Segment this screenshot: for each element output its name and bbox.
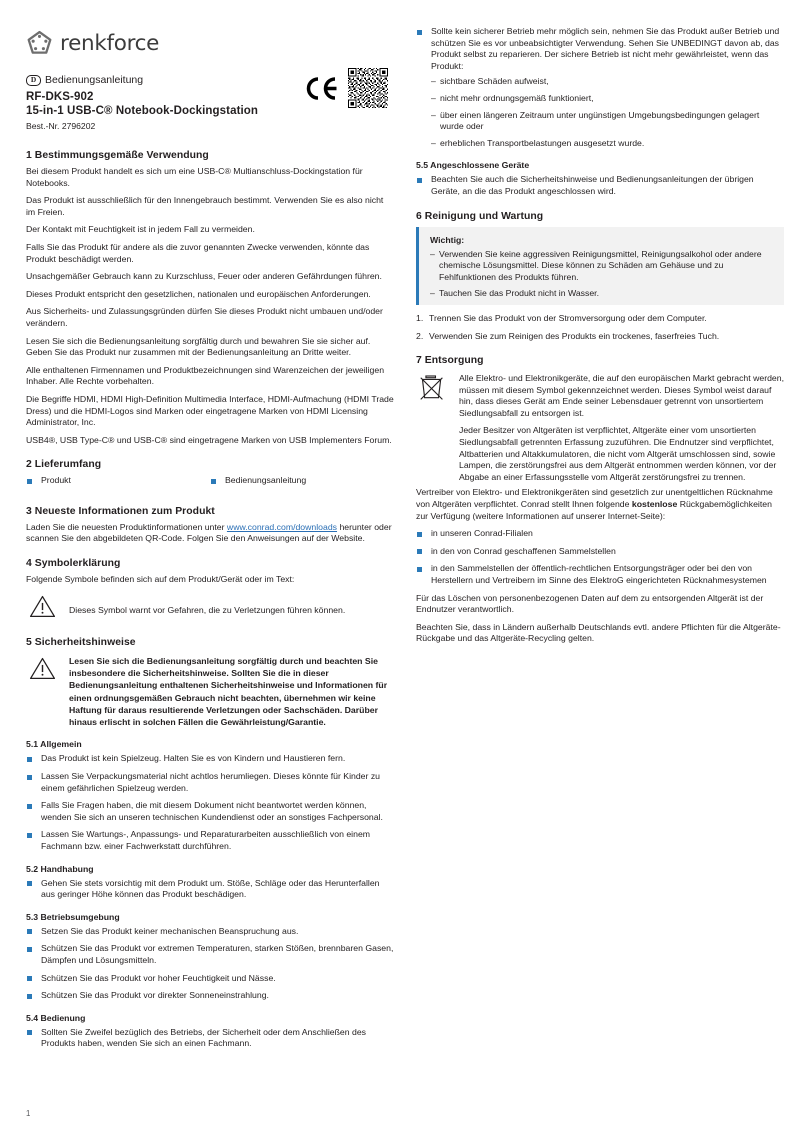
- s54-list: [26, 1027, 394, 1050]
- product-title: 15-in-1 USB-C® Notebook-Dockingstation: [26, 105, 259, 117]
- delivery-items-right: [210, 475, 394, 493]
- brand-logo: [26, 30, 394, 57]
- list-item: Das Produkt ist kein Spielzeug. Halten Sie es von Kindern und Haustieren fern.: [26, 753, 394, 765]
- s51-list: [26, 753, 394, 852]
- list-item: Bedienungsanleitung: [210, 475, 394, 487]
- s54-continued-list: [416, 26, 784, 149]
- list-item: Beachten Sie auch die Sicherheitshinweise und Bedienungsanleitungen der übrigen Geräte, an die das Produkt angeschlossen wird.: [416, 174, 784, 197]
- symbol-explanation-text: [69, 593, 394, 624]
- list-item: in den von Conrad geschaffenen Sammelstellen: [416, 546, 784, 558]
- weee-paragraph: Jeder Besitzer von Altgeräten ist verpflichtet, Altgeräte einer vom unsortierten Siedlungsabfall getrennten Erfassung zuzuführen. Die Endnutzer sind verpflichtet, Altbatterien und Altakkumulatoren, die nicht vom Altgerät umschlossen sind, sowie Lampen, die zerstörungsfrei aus dem Altgerät entnommen werden können, vor der Abgabe an einer Erfassungsstelle vom Altgerät zerstörungsfrei zu trennen.: [459, 425, 777, 482]
- s52-list: [26, 878, 394, 901]
- list-item: Schützen Sie das Produkt vor hoher Feuchtigkeit und Nässe.: [26, 973, 394, 985]
- right-column: [416, 26, 784, 651]
- s53-list: [26, 926, 394, 1002]
- language-badge-de: D: [26, 75, 41, 86]
- renkforce-pentagon-icon: [26, 30, 53, 57]
- vertreiber-bold: kostenlose: [631, 499, 678, 510]
- s1-paragraph: Der Kontakt mit Feuchtigkeit ist in jedem Fall zu vermeiden.: [26, 224, 255, 235]
- s1-paragraph: Alle enthaltenen Firmennamen und Produktbezeichnungen sind Warenzeichen der jeweiligen Inhaber. Alle Rechte vorbehalten.: [26, 364, 385, 387]
- list-item: Setzen Sie das Produkt keiner mechanischen Beanspruchung aus.: [26, 926, 394, 938]
- section-heading-5-5: 5.5 Angeschlossene Geräte: [416, 160, 530, 171]
- downloads-link[interactable]: www.conrad.com/downloads: [226, 521, 338, 532]
- delivery-items-left: [26, 475, 210, 493]
- ce-mark-icon: [304, 76, 338, 106]
- list-item: Falls Sie Fragen haben, die mit diesem Dokument nicht beantwortet werden können, wenden Sie sich an unseren technischen Kundendienst oder an sonstiges Fachpersonal.: [26, 800, 394, 823]
- list-item: Schützen Sie das Produkt vor direkter Sonneneinstrahlung.: [26, 990, 394, 1002]
- list-item: – Verwenden Sie keine aggressiven Reinigungsmittel, Reinigungsalkohol oder andere chemische Lösungsmittel. Diese können zu Schäden am Gehäuse und zu Fehlfunktionen des Produkts führen.: [430, 249, 774, 284]
- section-heading-1: 1 Bestimmungsgemäße Verwendung: [26, 150, 209, 161]
- list-item: Trennen Sie das Produkt von der Stromversorgung oder dem Computer.: [429, 312, 707, 323]
- section-heading-4: 4 Symbolerklärung: [26, 558, 121, 570]
- s1-paragraph: Die Begriffe HDMI, HDMI High-Definition Multimedia Interface, HDMI-Aufmachung (HDMI Trade Dress) und die HDMI-Logos sind Marken oder eingetragene Marken von HDMI Licensing Administrator, Inc.: [26, 393, 394, 428]
- s1-paragraph: Dieses Produkt entspricht den gesetzlichen, nationalen und europäischen Anforderungen.: [26, 288, 371, 299]
- document-type-label: Bedienungsanleitung: [45, 74, 144, 86]
- weee-paragraph: Alle Elektro- und Elektronikgeräte, die auf den europäischen Markt gebracht werden, müssen mit diesem Symbol gekennzeichnet werden. Dieses Symbol weist darauf hin, dass dieses Gerät am Ende seiner Lebensdauer getrennt von unsortiertem Siedlungsabfall zu entsorgen ist.: [459, 373, 785, 418]
- list-item: – über einen längeren Zeitraum unter ungünstigen Umgebungsbedingungen gelagert wurde oder: [431, 110, 784, 133]
- compliance-marks: [304, 68, 388, 113]
- page-number: 1: [26, 1109, 31, 1118]
- safety-notice-block: [26, 655, 394, 729]
- list-item: Lassen Sie Wartungs-, Anpassungs- und Reparaturarbeiten ausschließlich von einem Fachmann bzw. einer Fachwerkstatt durchführen.: [26, 829, 394, 852]
- callout-list: [430, 249, 774, 300]
- brand-name: renkforce: [60, 31, 160, 56]
- symbol-explanation-row: [26, 593, 394, 624]
- s54-cont-lead: Sollte kein sicherer Betrieb mehr möglich sein, nehmen Sie das Produkt außer Betrieb und schützen Sie es vor unbeabsichtigter Verwendung. Sehen Sie UNBEDINGT davon ab, das Produkt selbst zu reparieren. Der sichere Betrieb ist nicht mehr gewährleistet, wenn das Produkt:: [431, 26, 780, 71]
- order-number: Best.-Nr. 2796202: [26, 121, 96, 131]
- list-item: in den Sammelstellen der öffentlich-rechtlichen Entsorgungsträger oder bei den von Herstellern und Vertreibern im Sinne des ElektroG eingerichteten Rücknahmesystemen: [416, 563, 784, 586]
- cleaning-steps: [416, 313, 784, 342]
- s55-list: [416, 174, 784, 197]
- callout-title: Wichtig:: [430, 234, 465, 245]
- list-item: Verwenden Sie zum Reinigen des Produkts ein trockenes, faserfreies Tuch.: [429, 330, 720, 341]
- list-item: in unseren Conrad-Filialen: [416, 528, 784, 540]
- safety-notice-body: [69, 655, 394, 729]
- section-heading-5-3: 5.3 Betriebsumgebung: [26, 911, 120, 922]
- warning-triangle-icon: [26, 655, 59, 729]
- list-item: Gehen Sie stets vorsichtig mit dem Produkt um. Stöße, Schläge oder das Herunterfallen aus geringer Höhe können das Produkt beschädigen.: [26, 878, 394, 901]
- return-options-list: [416, 528, 784, 586]
- masthead: [26, 30, 394, 148]
- crossed-out-wheelie-bin-icon: [416, 373, 449, 483]
- section-heading-5: 5 Sicherheitshinweise: [26, 636, 136, 648]
- section-heading-7: 7 Entsorgung: [416, 355, 484, 367]
- list-item: – Tauchen Sie das Produkt nicht in Wasser.: [430, 288, 774, 300]
- s1-paragraph: Lesen Sie sich die Bedienungsanleitung sorgfältig durch und bewahren Sie sie sicher auf. Geben Sie das Produkt nur zusammen mit der Bedienungsanleitung an Dritte weiter.: [26, 335, 371, 358]
- section-heading-5-4: 5.4 Bedienung: [26, 1012, 86, 1023]
- list-item: [416, 26, 784, 149]
- list-item: – nicht mehr ordnungsgemäß funktioniert,: [431, 93, 784, 105]
- vertreiber-after: Rückgabemöglichkeiten zur Verfügung (weitere Informationen auf unserer Internet-Seite):: [416, 499, 772, 521]
- s54-cont-sublist: [431, 76, 784, 149]
- symbol-text: Dieses Symbol warnt vor Gefahren, die zu Verletzungen führen können.: [69, 604, 346, 615]
- s1-paragraph: Unsachgemäßer Gebrauch kann zu Kurzschluss, Feuer oder anderen Gefährdungen führen.: [26, 271, 382, 282]
- s4-intro: Folgende Symbole befinden sich auf dem Produkt/Gerät oder im Text:: [26, 574, 295, 585]
- section-heading-6: 6 Reinigung und Wartung: [416, 210, 544, 222]
- weee-block: [416, 373, 784, 483]
- section-heading-5-2: 5.2 Handhabung: [26, 863, 94, 874]
- list-item: – erheblichen Transportbelastungen ausgesetzt wurde.: [431, 138, 784, 150]
- s3-text-after: herunter oder scannen Sie den abgebildeten QR-Code. Folgen Sie den Anweisungen auf der Website.: [26, 521, 392, 544]
- s1-paragraph: Aus Sicherheits- und Zulassungsgründen dürfen Sie dieses Produkt nicht umbauen und/oder verändern.: [26, 306, 383, 328]
- list-item: Sollten Sie Zweifel bezüglich des Betriebs, der Sicherheit oder dem Anschließen des Produkts haben, wenden Sie sich an einen Fachmann.: [26, 1027, 394, 1050]
- list-item: – sichtbare Schäden aufweist,: [431, 76, 784, 88]
- qr-code-icon: [348, 68, 388, 113]
- s3-text-before: Laden Sie die neuesten Produktinformationen unter: [26, 521, 227, 532]
- s1-paragraph: Falls Sie das Produkt für andere als die zuvor genannten Zwecke verwenden, könnte das Produkt beschädigt werden.: [26, 241, 370, 264]
- s1-paragraph: Das Produkt ist ausschließlich für den Innengebrauch bestimmt. Verwenden Sie es also nicht im Freien.: [26, 195, 384, 217]
- safety-notice-text: Lesen Sie sich die Bedienungsanleitung sorgfältig durch und beachten Sie insbesondere die Sicherheitshinweise. Sollten Sie die in dieser Bedienungsanleitung enthaltenen Sicherheitshinweise und Informationen für einen ordnungsgemäßen Gebrauch nicht beachten, übernehmen wir keine Haftung für daraus resultierende Verletzungen oder Sachschäden. Darüber hinaus erlischt in solchen Fällen die Gewährleistung/Garantie.: [69, 655, 388, 728]
- list-item: Lassen Sie Verpackungsmaterial nicht achtlos herumliegen. Dieses könnte für Kinder zu einem gefährlichen Spielzeug werden.: [26, 771, 394, 794]
- vertreiber-paragraph: [416, 487, 784, 522]
- section-heading-2: 2 Lieferumfang: [26, 459, 102, 471]
- scope-of-delivery-list: [26, 475, 394, 493]
- s1-paragraph: Bei diesem Produkt handelt es sich um eine USB-C® Multianschluss-Dockingstation für Notebooks.: [26, 166, 363, 188]
- s7-closing-paragraph: Beachten Sie, dass in Ländern außerhalb Deutschlands evtl. andere Pflichten für die Altgeräte-Rückgabe und das Altgeräte-Recycling gelten.: [416, 621, 781, 644]
- vertreiber-before: Vertreiber von Elektro- und Elektronikgeräten sind gesetzlich zur unentgeltlichen Rücknahme von Altgeräten verpflichtet. Conrad stellt Ihnen folgende: [416, 487, 773, 510]
- section-heading-5-1: 5.1 Allgemein: [26, 739, 82, 750]
- section-heading-3: 3 Neueste Informationen zum Produkt: [26, 505, 215, 517]
- important-callout: [416, 227, 784, 305]
- page-columns: [26, 26, 785, 1056]
- s3-paragraph: [26, 522, 394, 545]
- list-item: Produkt: [26, 475, 210, 487]
- left-column: [26, 26, 394, 1056]
- s1-paragraph: USB4®, USB Type-C® und USB-C® sind eingetragene Marken von USB Implementers Forum.: [26, 434, 392, 445]
- list-item: Schützen Sie das Produkt vor extremen Temperaturen, starken Stößen, brennbaren Gasen, Dämpfen und Lösungsmitteln.: [26, 943, 394, 966]
- s7-closing-paragraph: Für das Löschen von personenbezogenen Daten auf dem zu entsorgenden Altgerät ist der Endnutzer verantwortlich.: [416, 592, 764, 615]
- warning-triangle-icon: [26, 593, 59, 624]
- weee-text: [459, 373, 784, 483]
- product-model-number: RF-DKS-902: [26, 91, 94, 103]
